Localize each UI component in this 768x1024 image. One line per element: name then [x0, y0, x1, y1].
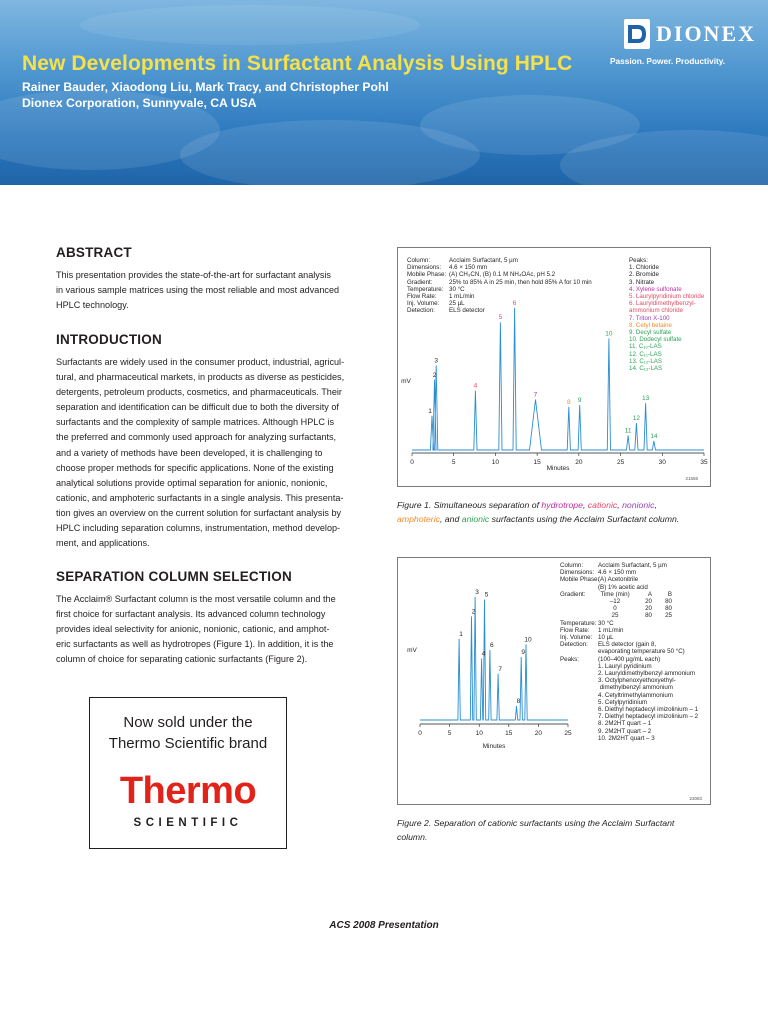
peak-list-item-value: 8. 2M2HT quart – 1 — [598, 720, 652, 728]
peak-label: 10 — [524, 636, 532, 644]
peak-label: 6 — [512, 299, 517, 307]
peak-list-item-label: Peaks: — [560, 655, 579, 663]
x-tick-label: 20 — [575, 459, 583, 466]
condition-row-value: 1 mL/min — [449, 293, 475, 301]
dionex-tagline: Passion. Power. Productivity. — [610, 56, 726, 66]
peak-list-item: 14. C₁₃-LAS — [629, 365, 663, 373]
figure-code: 21556 — [685, 476, 698, 481]
x-tick-label: 15 — [533, 459, 541, 466]
condition-row-label: Temperature: — [560, 619, 597, 627]
peak-label: 10 — [605, 330, 613, 338]
peak-list-item — [560, 706, 698, 713]
peak-list-item — [560, 699, 698, 706]
caption-segment: nonionic — [622, 500, 655, 510]
condition-row-label: Dimensions: — [560, 569, 595, 577]
peak-list-item — [560, 670, 698, 677]
figure-1-chromatogram — [397, 247, 711, 487]
peak-label: 12 — [632, 415, 641, 422]
condition-row — [407, 257, 592, 264]
peak-label: 3 — [434, 357, 439, 365]
figure-2-conditions — [560, 562, 698, 742]
caption-segment: anionic — [461, 513, 490, 524]
peak-list-item-value: 5. Cetylpyridinium — [598, 698, 648, 706]
gradient-label: Gradient: — [560, 590, 586, 598]
x-tick-label: 10 — [475, 730, 483, 737]
gradient-row — [598, 591, 672, 598]
peak-label: 8 — [567, 398, 571, 406]
peak-label: 3 — [475, 588, 479, 596]
condition-row — [560, 576, 698, 583]
dionex-logo — [610, 17, 758, 71]
peak-list-item — [560, 713, 698, 720]
caption-segment: Figure 1. Simultaneous separation of — [397, 500, 542, 510]
thermo-logo: Thermo — [119, 770, 257, 812]
peak-list-item — [560, 720, 698, 727]
footer-presentation-label: ACS 2008 Presentation — [329, 920, 439, 931]
peak-list-item-value: 6. Diethyl heptadecyl imizolinium – 1 — [598, 706, 699, 714]
condition-row — [560, 620, 698, 627]
peak-label: 5 — [498, 314, 503, 322]
text-line: tion gives an overview on the current solution for surfactant analysis by — [56, 507, 342, 518]
condition-row — [560, 627, 698, 634]
caption-segment: , and — [439, 513, 462, 524]
peak-list-item: 10. Dodecyl sulfate — [629, 336, 682, 344]
condition-row-value: (B) 1% acetic acid — [598, 583, 648, 591]
gradient-cell: 25 — [611, 612, 619, 620]
text-line: surfactants and the complexity of sample matrices. Although HPLC is — [56, 417, 334, 428]
peak-list-item — [560, 728, 698, 735]
peak-list-item: 2. Bromide — [629, 271, 659, 279]
peak-list-item — [560, 677, 698, 684]
condition-row — [560, 569, 698, 576]
condition-row-label: Mobile Phase: — [407, 271, 447, 279]
caption-segment: hydrotrope — [541, 500, 583, 510]
peak-list-item-value: (100–400 µg/mL each) — [598, 655, 661, 663]
peak-list-item — [560, 735, 698, 742]
caption-segment: surfactants using the Acclaim Surfactant column. — [489, 513, 680, 524]
condition-row-value: 1 mL/min — [598, 626, 624, 634]
gradient-cell: B — [667, 590, 672, 598]
gradient-cell: 20 — [645, 598, 652, 606]
peak-label: 7 — [498, 665, 502, 673]
x-tick-label: 35 — [700, 459, 708, 466]
condition-row — [407, 279, 592, 286]
gradient-cell: 80 — [665, 598, 672, 606]
peak-label: 5 — [484, 591, 489, 599]
peak-list-item — [560, 656, 698, 663]
text-line: column of choice for separating cationic surfactants (Figure 2). — [56, 654, 308, 665]
condition-row-value: (A) Acetonitrile — [598, 576, 639, 584]
notice-line-1: Now sold under the — [123, 714, 253, 731]
peak-list-item: 13. C₁₂-LAS — [629, 357, 663, 365]
peak-list-item-value: 10. 2M2HT quart – 3 — [598, 734, 655, 742]
peak-label: 6 — [490, 642, 494, 649]
peak-list-item: 11. C₁₀-LAS — [629, 343, 662, 351]
condition-row-value: evaporating temperature 50 °C) — [598, 648, 685, 656]
text-line: HPLC technology. — [56, 300, 129, 311]
condition-row-value: Acclaim Surfactant, 5 µm — [598, 562, 667, 569]
x-tick-label: 15 — [505, 730, 513, 737]
column-selection-heading: SEPARATION COLUMN SELECTION — [56, 569, 292, 584]
caption-segment: , — [582, 500, 588, 510]
x-axis-label: Minutes — [546, 465, 570, 472]
text-line: Surfactants are widely used in the consumer product, industrial, agricul- — [56, 357, 345, 367]
condition-row — [407, 264, 592, 271]
caption-segment: cationic — [587, 500, 618, 510]
condition-row-label: Flow Rate: — [407, 293, 437, 301]
text-line: eric surfactants as well as hydrotropes (Figure 1). In addition, it is the — [56, 639, 334, 650]
x-tick-label: 0 — [418, 730, 422, 737]
condition-row-label: Gradient: — [407, 278, 433, 286]
notice-line-2: Thermo Scientific brand — [108, 735, 268, 752]
condition-row-label: Detection: — [560, 641, 588, 649]
text-line: first choice for surfactant analysis. Its advanced column technology — [56, 609, 326, 620]
peak-list-item-value: dimethylbenzyl ammonium — [598, 684, 673, 692]
condition-row-label: Column: — [560, 562, 584, 569]
peak-list-item: ammonium chloride — [629, 307, 683, 315]
dionex-logo-icon — [624, 19, 650, 49]
peak-label: 1 — [459, 630, 463, 638]
gradient-row — [598, 605, 672, 612]
thermo-logo-subtitle: SCIENTIFIC — [133, 817, 243, 829]
y-axis-label: mV — [407, 647, 417, 654]
figure-code: 23083 — [689, 796, 702, 801]
peak-label: 9 — [577, 397, 582, 404]
gradient-cell: 25 — [665, 612, 672, 620]
condition-row-value: 30 °C — [598, 619, 614, 627]
gradient-cell: 0 — [613, 605, 617, 613]
caption-segment: , — [654, 500, 657, 510]
x-axis-label: Minutes — [482, 743, 506, 750]
water-ripple — [80, 5, 420, 45]
condition-row-value: 30 °C — [449, 285, 465, 293]
x-tick-label: 25 — [564, 730, 572, 737]
abstract-text — [56, 268, 374, 313]
authors: Rainer Bauder, Xiaodong Liu, Mark Tracy, and Christopher Pohl — [22, 80, 389, 94]
text-line: in various sample matrices using the most reliable and most advanced — [56, 285, 340, 296]
peak-label: 13 — [641, 395, 650, 403]
text-line: This presentation provides the state-of-the-art for surfactant analysis — [56, 270, 331, 280]
condition-row-label: Column: — [407, 257, 431, 264]
condition-row — [560, 641, 698, 648]
caption-segment: Figure 2. Separation of cationic surfactants using the Acclaim Surfactant — [397, 818, 675, 828]
gradient-table — [560, 591, 698, 620]
peak-list-item-value: 4. Cetyltrimethylammonium — [598, 691, 673, 699]
introduction-heading: INTRODUCTION — [56, 332, 162, 347]
peak-list-item — [560, 684, 698, 691]
text-line: cationic, and amphoteric surfactants in a single analysis. This presenta- — [56, 492, 344, 503]
condition-row-value: 10 µL — [598, 634, 614, 642]
condition-row — [560, 562, 698, 569]
condition-row-value: (A) CH₃CN, (B) 0.1 M NH₄OAc, pH 5.2 — [449, 271, 556, 279]
page-title: New Developments in Surfactant Analysis Using HPLC — [22, 52, 573, 75]
condition-row — [407, 307, 592, 314]
peak-list-item: 5. Laurylpyridinium chloride — [629, 293, 705, 301]
figure-1-caption — [397, 499, 679, 526]
affiliation: Dionex Corporation, Sunnyvale, CA USA — [22, 96, 257, 110]
condition-row-label: Inj. Volume: — [407, 300, 440, 308]
dionex-logo-text: DIONEX — [656, 21, 757, 46]
y-axis-label: mV — [401, 378, 411, 385]
peaks-title: Peaks: — [629, 257, 648, 264]
peak-list-item — [560, 663, 698, 670]
figure-2-caption — [397, 817, 674, 844]
figure-1-conditions — [407, 257, 592, 315]
condition-row — [407, 293, 592, 300]
condition-row-label: Flow Rate: — [560, 626, 590, 634]
gradient-row — [598, 612, 672, 619]
header-banner — [0, 0, 768, 185]
gradient-cell: 20 — [645, 605, 652, 613]
chromatogram-trace — [420, 597, 568, 720]
condition-row-value: 4.6 × 150 mm — [449, 264, 488, 272]
condition-row-value: ELS detector (gain 8, — [598, 641, 657, 649]
abstract-heading: ABSTRACT — [56, 245, 132, 260]
gradient-cell: 80 — [645, 612, 652, 620]
peak-list-item-value: 1. Lauryl pyridinium — [598, 662, 652, 670]
x-tick-label: 20 — [534, 730, 543, 737]
peak-label: 2 — [432, 371, 437, 379]
peak-list-item: 8. Cetyl betaine — [629, 321, 672, 329]
x-tick-label: 30 — [658, 459, 666, 466]
peak-list-item: 4. Xylene sulfonate — [629, 285, 682, 293]
peak-list-item: 3. Nitrate — [629, 278, 655, 286]
peak-list-item: 9. Decyl sulfate — [629, 329, 672, 337]
x-tick-label: 5 — [447, 730, 452, 737]
condition-row-label: Detection: — [407, 307, 435, 315]
condition-row — [560, 648, 698, 655]
condition-row-value: 25% to 85% A in 25 min, then hold 85% A for 10 min — [449, 278, 592, 286]
peak-list-item: 7. Triton X-100 — [629, 314, 670, 322]
caption-segment: amphoteric — [397, 513, 440, 524]
peak-list-item-value: 2. Lauryldimethylbenzyl ammonium — [598, 670, 695, 678]
condition-row-label: Dimensions: — [407, 264, 442, 272]
peak-label: 9 — [521, 649, 526, 656]
text-line: separation and identification can be difficult due to both the diversity of — [56, 402, 339, 413]
peak-list-item: 6. Lauryldimethylbenzyl- — [629, 300, 696, 308]
condition-row-value: ELS detector — [449, 307, 485, 315]
condition-row — [407, 300, 592, 307]
text-line: provides ideal selectivity for anionic, nonionic, cationic, and amphot- — [56, 624, 330, 635]
caption-segment: , — [617, 500, 623, 510]
gradient-cell: A — [647, 590, 652, 598]
text-line: The Acclaim® Surfactant column is the most versatile column and the — [56, 594, 336, 604]
text-line: tural, and pharmaceutical markets, in products as diverse as pesticides, — [56, 372, 345, 383]
text-line: analytical solutions provide optimal separation for anionic, nonionic, — [56, 477, 328, 488]
gradient-cell: –12 — [609, 598, 621, 606]
figure-1-peak-list — [629, 257, 704, 372]
peak-label: 8 — [516, 698, 521, 705]
peak-list-item-value: 9. 2M2HT quart – 2 — [598, 727, 652, 735]
condition-row — [560, 634, 698, 641]
figure-2-chromatogram — [397, 557, 711, 805]
condition-row — [407, 271, 592, 278]
peak-label: 2 — [471, 608, 476, 616]
condition-row-label: Mobile Phase: — [560, 576, 600, 584]
gradient-values — [598, 591, 672, 620]
x-tick-label: 25 — [616, 459, 625, 466]
text-line: choose proper methods for specific applications. None of the existing — [56, 462, 334, 473]
gradient-cell: 80 — [665, 605, 672, 613]
caption-segment: column. — [397, 831, 428, 842]
text-line: HPLC including separation columns, instrumentation, method develop- — [56, 523, 341, 534]
condition-row-value: Acclaim Surfactant, 5 µm — [449, 257, 518, 264]
gradient-row — [598, 598, 672, 605]
thermo-brand-notice — [89, 697, 287, 849]
text-line: ment, and applications. — [56, 538, 150, 549]
peak-list-item-value: 3. Octylphenoxyethoxyethyl- — [598, 677, 676, 685]
peak-label: 4 — [473, 382, 478, 390]
text-line: detergents, petroleum products, cosmetics, and pharmaceuticals. Their — [56, 387, 342, 398]
peak-list-item-value: 7. Diethyl heptadecyl imizolinium – 2 — [598, 713, 699, 721]
peak-label: 11 — [624, 427, 632, 435]
x-tick-label: 10 — [491, 459, 500, 466]
peak-list-item — [560, 692, 698, 699]
peak-label: 7 — [533, 391, 538, 399]
x-tick-label: 5 — [451, 459, 456, 466]
column-selection-text — [56, 592, 374, 667]
peak-label: 4 — [481, 650, 486, 658]
introduction-text — [56, 355, 374, 551]
gradient-cell: Time (min) — [600, 590, 630, 598]
x-tick-label: 0 — [410, 459, 414, 466]
peak-list-item: 1. Chloride — [629, 264, 659, 272]
peak-label: 1 — [428, 407, 432, 415]
condition-row-label: Temperature: — [407, 285, 444, 293]
text-line: the preferred and commonly used approach for analyzing surfactants, — [56, 432, 337, 443]
peak-list-item: 12. C₁₁-LAS — [629, 350, 662, 358]
condition-row — [407, 286, 592, 293]
condition-row-value: 4.6 × 150 mm — [598, 569, 637, 577]
peak-label: 14 — [650, 433, 658, 440]
condition-row-label: Inj. Volume: — [560, 634, 593, 642]
text-line: and a variety of methods have been developed, it is challenging to — [56, 447, 323, 458]
condition-row — [560, 584, 698, 591]
condition-row-value: 25 µL — [449, 300, 465, 308]
